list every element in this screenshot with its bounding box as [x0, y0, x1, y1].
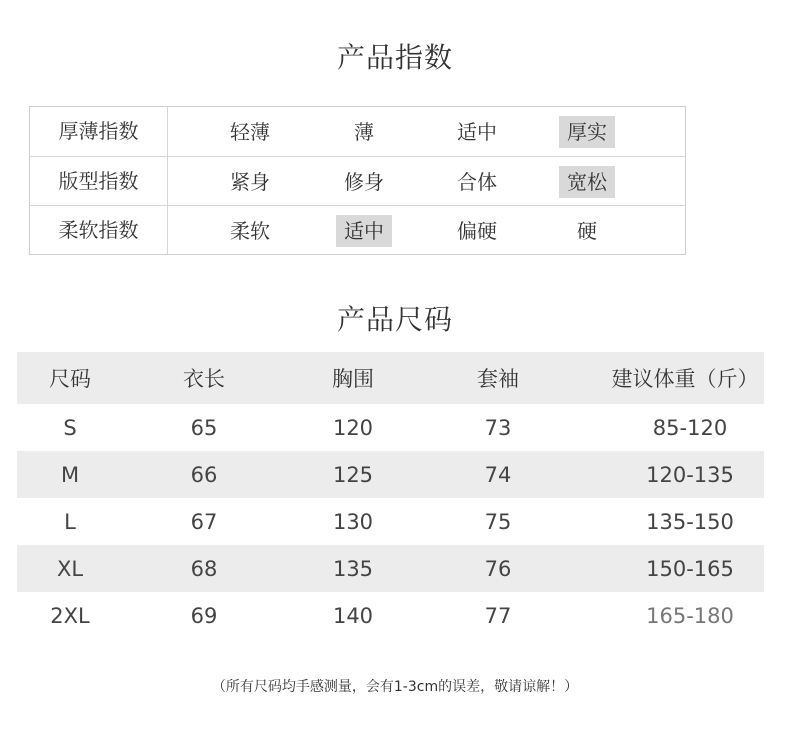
table-cell: 120	[332, 415, 374, 440]
index-option: 薄	[354, 120, 374, 144]
index-option: 适中	[457, 120, 497, 144]
index-option: 修身	[344, 170, 384, 194]
header-cell: 套袖	[477, 367, 519, 391]
table-cell: 68	[190, 556, 218, 581]
table-row	[17, 498, 764, 545]
table-cell: XL	[56, 556, 84, 581]
table-cell: 66	[190, 462, 218, 487]
index-option: 轻薄	[230, 120, 270, 144]
table-row	[17, 592, 764, 639]
index-option: 柔软	[230, 219, 270, 243]
index-row-label: 厚薄指数	[58, 119, 139, 143]
header-cell: 尺码	[49, 367, 91, 391]
table-cell: 73	[484, 415, 512, 440]
header-cell: 衣长	[183, 367, 225, 391]
size-table-header	[17, 352, 764, 404]
header-cell: 建议体重（斤）	[611, 367, 759, 391]
index-section-title: 产品指数	[336, 41, 453, 74]
table-cell: 135	[332, 556, 374, 581]
index-row-softness	[30, 205, 685, 255]
table-cell: 2XL	[50, 603, 90, 628]
table-cell: 76	[484, 556, 512, 581]
table-cell: 140	[332, 603, 374, 628]
index-option: 合体	[457, 170, 497, 194]
table-cell: 85-120	[652, 415, 728, 440]
table-row	[17, 451, 764, 498]
index-option: 紧身	[230, 170, 270, 194]
table-cell: M	[60, 462, 80, 487]
index-option-selected: 厚实	[559, 116, 615, 148]
table-cell: 77	[484, 603, 512, 628]
measurement-note: （所有尺码均手感测量，会有1-3cm的误差，敬请谅解！）	[211, 679, 579, 695]
size-section-title: 产品尺码	[336, 303, 453, 336]
table-cell: S	[63, 415, 77, 440]
table-cell: 67	[190, 509, 218, 534]
index-row-fit	[30, 156, 685, 206]
header-cell: 胸围	[332, 367, 374, 391]
index-option-selected: 宽松	[559, 166, 615, 198]
table-cell: 65	[190, 415, 218, 440]
index-row-thickness	[30, 107, 685, 156]
index-option-selected: 适中	[336, 215, 392, 247]
table-cell: 75	[484, 509, 512, 534]
index-option: 硬	[577, 219, 597, 243]
table-cell: 165-180	[646, 603, 734, 628]
table-cell: 125	[332, 462, 374, 487]
index-row-label: 柔软指数	[58, 218, 139, 242]
index-row-label: 版型指数	[58, 169, 139, 193]
table-cell: L	[64, 509, 76, 534]
table-cell: 150-165	[646, 556, 734, 581]
table-cell: 135-150	[646, 509, 734, 534]
table-row	[17, 404, 764, 451]
table-cell: 120-135	[646, 462, 734, 487]
table-cell: 74	[484, 462, 512, 487]
table-cell: 130	[332, 509, 374, 534]
table-row	[17, 545, 764, 592]
index-table	[29, 106, 686, 255]
table-cell: 69	[190, 603, 218, 628]
index-option: 偏硬	[457, 219, 497, 243]
